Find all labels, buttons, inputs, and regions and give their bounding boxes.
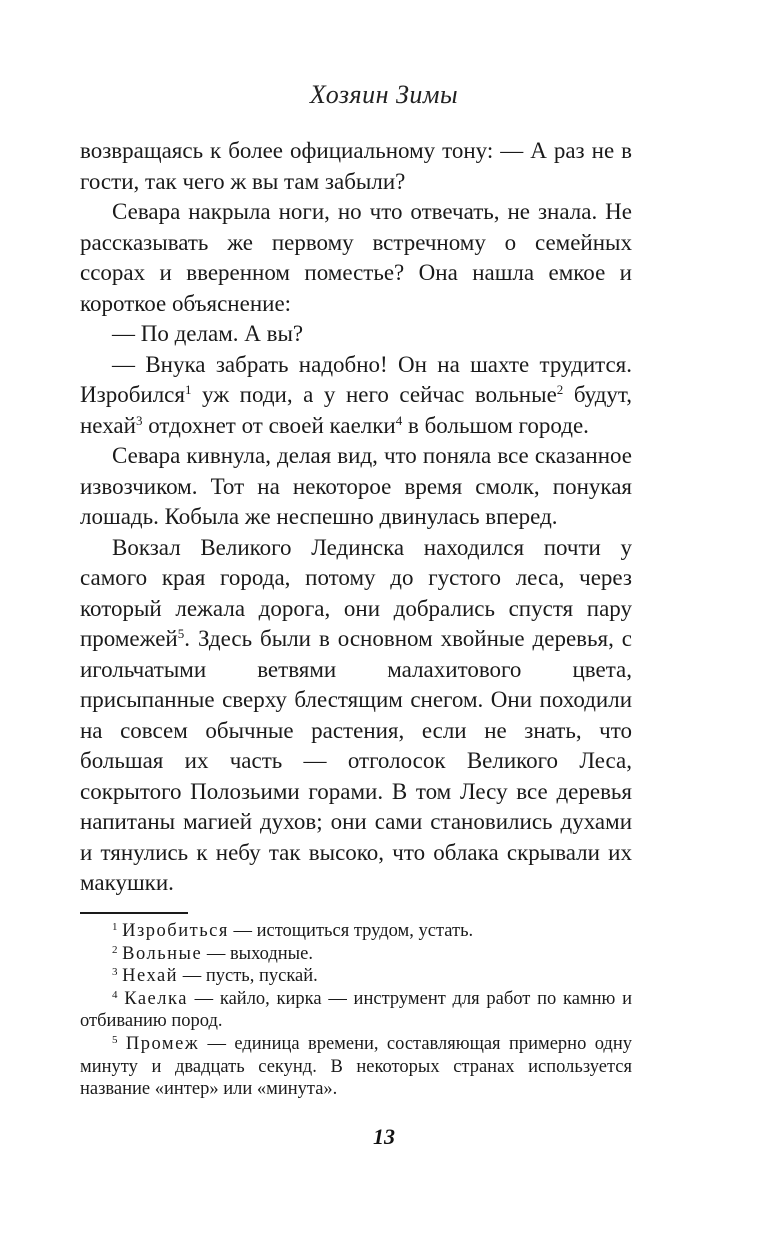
- paragraph: возвращаясь к более официальному тону: — А раз не в гости, так чего ж вы там забыли?: [80, 138, 632, 194]
- footnote-ref[interactable]: 4: [395, 412, 403, 428]
- footnote-text: — единица времени, составляющая примерно одну минуту и двадцать секунд. В некоторых странах используется название «интер» или «минута».: [80, 1033, 632, 1100]
- footnote-number: 5: [112, 1033, 118, 1046]
- footnote-number: 4: [112, 988, 118, 1001]
- footnote-number: 1: [112, 921, 118, 933]
- main-text: [80, 136, 632, 899]
- footnote-item: [80, 1033, 632, 1101]
- footnote-term: Изробиться: [122, 921, 229, 941]
- footnote-number: 3: [112, 966, 118, 979]
- paragraph: Севара кивнула, делая вид, что поняла все сказанное извозчиком. Тот на некоторое время смолк, понукая лошадь. Кобыла же неспешно двинулась вперед.: [80, 443, 632, 529]
- dialog-line: [80, 350, 632, 442]
- text-run: Вокзал Великого Лединска находился почти у самого края города, потому до густого леса, через который лежала дорога, они добрались спустя пару промежей: [80, 534, 632, 651]
- footnote-ref[interactable]: 3: [135, 412, 143, 428]
- dialog-line: — По делам. А вы?: [112, 321, 304, 346]
- footnote-number: 2: [112, 943, 118, 956]
- footnote-text: — истощиться трудом, устать.: [228, 921, 474, 941]
- footnote-item: [80, 920, 632, 943]
- footnote-item: [80, 988, 632, 1033]
- text-run: отдохнет от своей каелки: [142, 412, 396, 438]
- paragraph: Севара накрыла ноги, но что отвечать, не знала. Не рассказывать же первому встречному о семейных ссорах и вверенном поместье? Она нашла емкое и короткое объяснение:: [80, 199, 632, 316]
- footnote-term: Нехай: [122, 966, 179, 987]
- footnotes: [80, 920, 632, 1101]
- text-run: уж поди, а у него сейчас вольные: [191, 382, 557, 407]
- footnote-text: — пусть, пускай.: [178, 966, 318, 987]
- footnote-divider: [80, 912, 188, 914]
- text-run: . Здесь были в основном хвойные деревья, с игольчатыми ветвями малахитового цвета, присыпанные сверху блестящим снегом. Они походили на совсем обычные растения, если не знать, что большая их часть — отголосок Великого Леса, сокрытого Полозьими горами. В том Лесу все деревья напитаны магией духов; они сами становились духами и тянулись к небу так высоко, что облака скрывали их макушки.: [80, 626, 632, 895]
- footnote-term: Вольные: [122, 943, 203, 964]
- footnote-item: [80, 965, 632, 988]
- running-header: Хозяин Зимы: [309, 80, 459, 109]
- footnote-text: — выходные.: [202, 943, 313, 964]
- text-run: будут, нехай: [80, 382, 632, 438]
- footnote-term: Промеж: [125, 1033, 200, 1054]
- page-number: 13: [373, 1124, 395, 1149]
- footnote-ref[interactable]: 5: [177, 626, 185, 641]
- paragraph: [80, 533, 632, 899]
- footnote-item: [80, 943, 632, 966]
- footnote-text: — кайло, кирка — инструмент для работ по камню и отбиванию пород.: [80, 988, 632, 1032]
- footnote-term: Каелка: [124, 988, 188, 1009]
- text-run: — Внука забрать надобно! Он на шахте трудится. Изробился: [80, 351, 632, 407]
- text-run: в большом городе.: [402, 412, 589, 438]
- footnote-ref[interactable]: 2: [556, 382, 564, 397]
- footnote-ref[interactable]: 1: [184, 382, 192, 397]
